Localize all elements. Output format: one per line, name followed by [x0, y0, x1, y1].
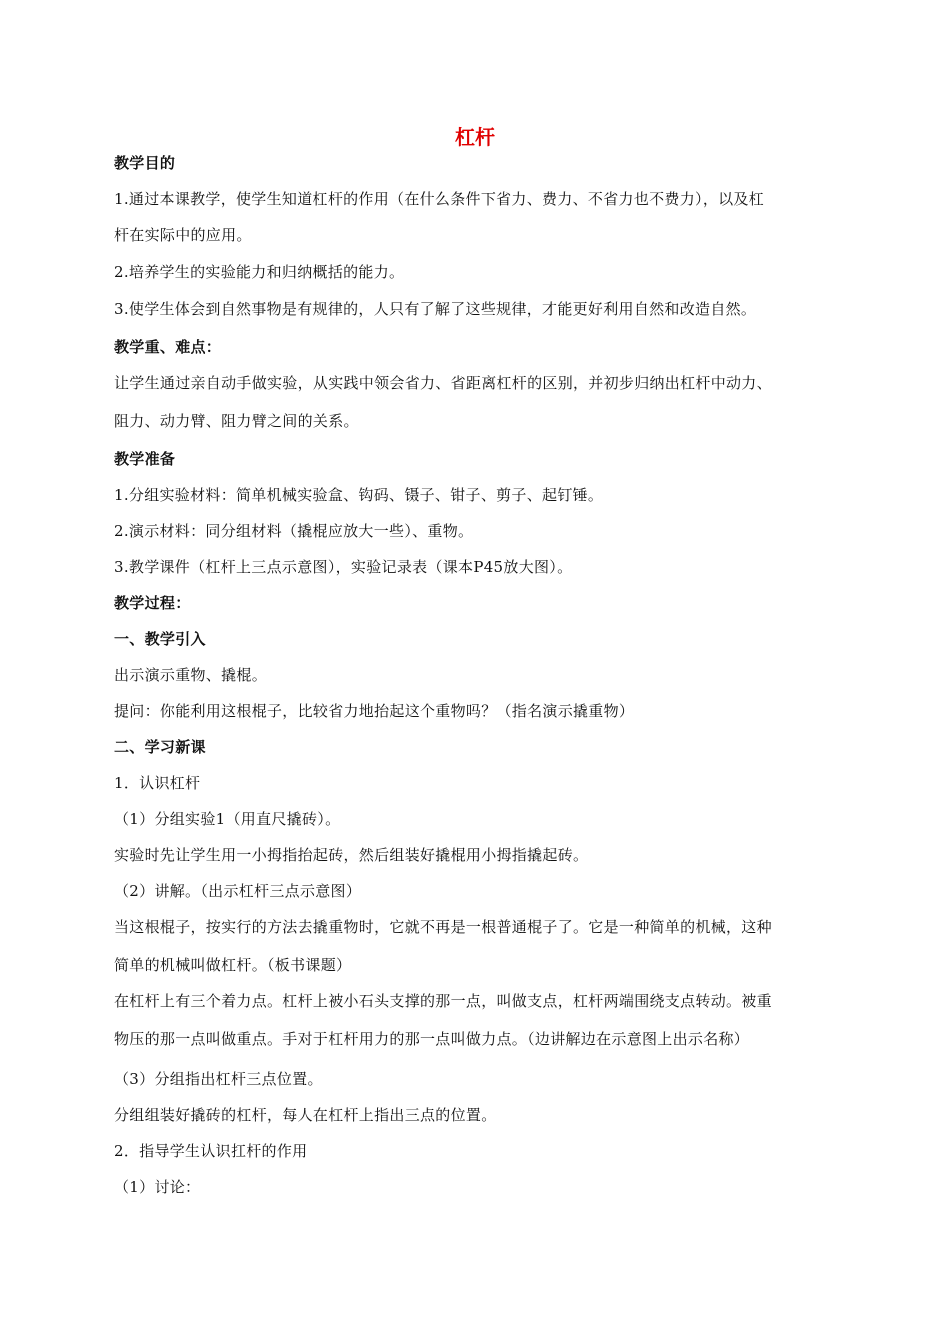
body-text-line: （3）分组指出杠杆三点位置。 [114, 1070, 323, 1088]
body-text-line: 物压的那一点叫做重点。手对于杠杆用力的那一点叫做力点。（边讲解边在示意图上出示名称） [114, 1030, 750, 1048]
section-heading: 教学准备 [114, 450, 176, 468]
body-text-line: 简单的机械叫做杠杆。（板书课题） [114, 956, 352, 974]
body-text-line: 分组组装好撬砖的杠杆，每人在杠杆上指出三点的位置。 [114, 1106, 497, 1124]
document-title: 杠杆 [455, 125, 495, 149]
body-text-line: 杆在实际中的应用。 [114, 226, 252, 244]
body-text-line: 出示演示重物、撬棍。 [114, 666, 268, 684]
body-text-line: 提问：你能利用这根棍子，比较省力地抬起这个重物吗？（指名演示撬重物） [114, 702, 635, 720]
body-text-line: 在杠杆上有三个着力点。杠杆上被小石头支撑的那一点，叫做支点，杠杆两端围绕支点转动。被重 [114, 992, 772, 1010]
body-text-line: （1）分组实验1（用直尺撬砖）。 [114, 810, 341, 828]
section-heading: 二、学习新课 [114, 738, 206, 756]
body-text-line: 1.分组实验材料：简单机械实验盒、钩码、镊子、钳子、剪子、起钉锤。 [114, 486, 604, 504]
body-text-line: （1）讨论： [114, 1178, 201, 1196]
body-text-line: （2）讲解。（出示杠杆三点示意图） [114, 882, 362, 900]
body-text-line: 1．认识杠杆 [114, 774, 201, 792]
section-heading: 教学过程： [114, 594, 191, 612]
body-text-line: 实验时先让学生用一小拇指抬起砖，然后组装好撬棍用小拇指撬起砖。 [114, 846, 589, 864]
body-text-line: 2．指导学生认识扛杆的作用 [114, 1142, 308, 1160]
body-text-line: 让学生通过亲自动手做实验，从实践中领会省力、省距离杠杆的区别，并初步归纳出杠杆中动力、 [114, 374, 772, 392]
section-heading: 一、教学引入 [114, 630, 206, 648]
body-text-line: 阻力、动力臂、阻力臂之间的关系。 [114, 412, 359, 430]
body-text-line: 2.演示材料：同分组材料（撬棍应放大一些）、重物。 [114, 522, 474, 540]
section-heading: 教学重、难点： [114, 338, 222, 356]
section-heading: 教学目的 [114, 154, 176, 172]
body-text-line: 当这根棍子，按实行的方法去撬重物时，它就不再是一根普通棍子了。它是一种简单的机械，这种 [114, 918, 772, 936]
body-text-line: 2.培养学生的实验能力和归纳概括的能力。 [114, 263, 405, 281]
body-text-line: 1.通过本课教学，使学生知道杠杆的作用（在什么条件下省力、费力、不省力也不费力），以及杠 [114, 190, 765, 208]
body-text-line: 3.教学课件（杠杆上三点示意图），实验记录表（课本P45放大图）。 [114, 558, 573, 576]
body-text-line: 3.使学生体会到自然事物是有规律的，人只有了解了这些规律，才能更好利用自然和改造自然。 [114, 300, 757, 318]
